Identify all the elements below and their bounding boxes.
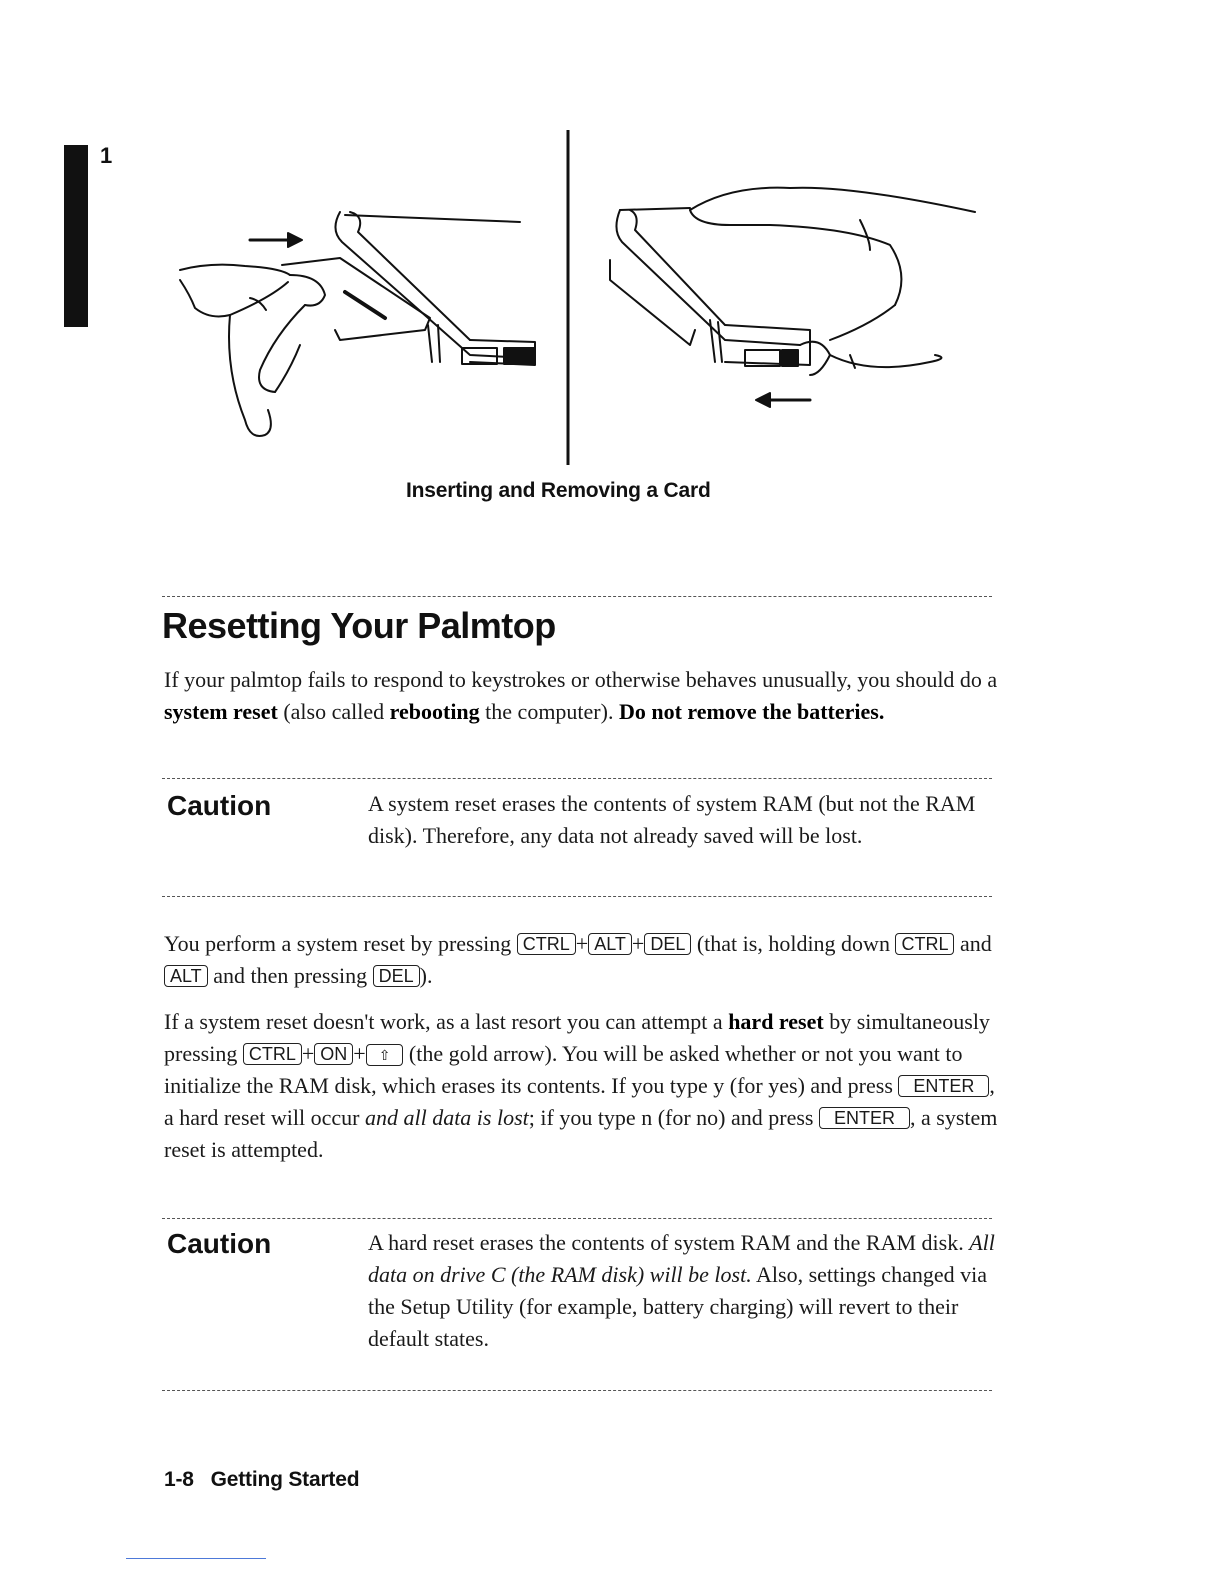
text-span: and [954,931,992,956]
system-reset-paragraph [164,928,999,992]
alt-key: ALT [588,933,632,955]
text-span: , a system reset is attempted. [164,1105,998,1162]
footer-line [126,1558,266,1559]
figure-caption: Inserting and Removing a Card [406,479,711,502]
ctrl-key: CTRL [517,933,576,955]
text-span: If a system reset doesn't work, as a last resort you can attempt a [164,1009,729,1034]
shift-arrow-key-icon: ⇧ [366,1044,404,1066]
text-span: , a hard reset will occur [164,1073,995,1130]
bold-term: rebooting [389,699,480,724]
text-span: A hard reset erases the contents of system RAM and the RAM disk. [368,1230,970,1255]
ctrl-key: CTRL [895,933,954,955]
caution-text: A system reset erases the contents of system RAM (but not the RAM disk). Therefore, any data not already saved will be lost. [368,791,976,848]
alt-key: ALT [164,965,208,987]
ctrl-key: CTRL [243,1043,302,1065]
bold-warning: Do not remove the batteries. [618,699,885,724]
caution-divider-bottom [162,896,992,897]
caution-divider-top [162,1218,992,1219]
text-span: ; if you type n (for no) and press [528,1105,819,1130]
text-span: If your palmtop fails to respond to keystrokes or otherwise behaves unusually, you should do a [164,667,998,692]
plus-sign: + [575,931,589,956]
text-span: (also called [277,699,390,724]
plus-sign: + [301,1041,315,1066]
plus-sign: + [353,1041,366,1066]
chapter-number: 1 [100,143,113,168]
on-key: ON [314,1043,353,1065]
italic-warning: All data on drive C (the RAM disk) will be lost. [368,1230,995,1287]
del-key: DEL [373,965,420,987]
text-span: You perform a system reset by pressing [164,931,517,956]
section-divider [162,596,992,597]
section-title: Resetting Your Palmtop [162,605,556,646]
caution-label: Caution [167,1228,272,1259]
enter-key: ENTER [819,1107,910,1129]
intro-paragraph [164,664,999,728]
caution-text [368,1227,998,1355]
caution-label: Caution [167,790,272,821]
caution-divider-bottom [162,1390,992,1391]
plus-sign: + [631,931,645,956]
italic-warning: and all data is lost [364,1105,529,1130]
text-span: and then pressing [207,963,373,988]
caution-divider-top [162,778,992,779]
enter-key: ENTER [898,1075,989,1097]
text-span: ). [419,963,433,988]
bold-term: system reset [164,699,278,724]
chapter-tab-bar [64,145,88,327]
hard-reset-paragraph [164,1006,999,1166]
text-span: Also, settings changed via the Setup Utility (for example, battery charging) will revert to their default states. [368,1262,987,1351]
text-span: (that is, holding down [691,931,896,956]
removing-card-drawing [610,188,975,407]
bold-term: hard reset [728,1009,824,1034]
card-insert-remove-illustration [170,130,990,465]
text-span: (the gold arrow). You will be asked whether or not you want to initialize the RAM disk, which erases its contents. If you type y (for yes) and press [164,1041,963,1098]
text-span: by simultaneously pressing [164,1009,990,1066]
page-footer: 1-8 Getting Started [164,1468,360,1491]
del-key: DEL [644,933,691,955]
text-span: the computer). [479,699,619,724]
inserting-card-drawing [180,212,535,436]
